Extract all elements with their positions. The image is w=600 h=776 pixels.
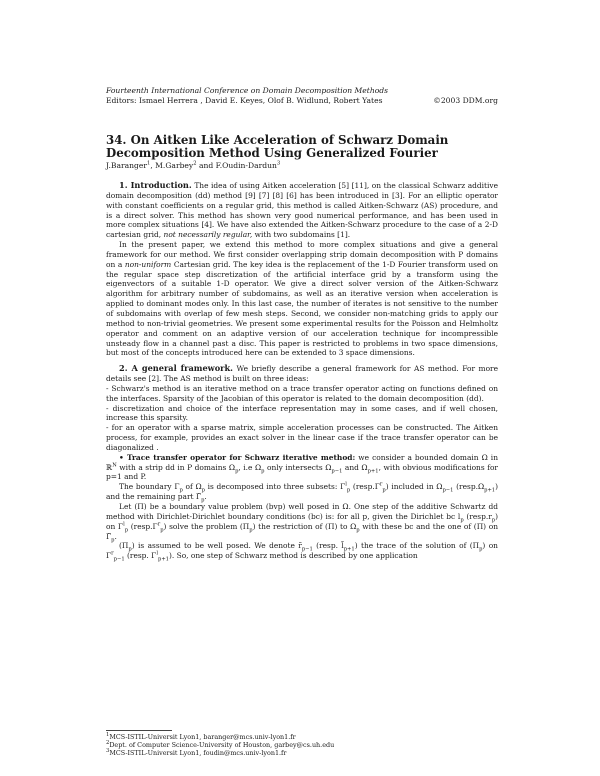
bd-6: (resp.Ω: [453, 482, 485, 492]
bvp-paragraph: [106, 502, 499, 544]
bd-2: of Ω: [182, 482, 202, 492]
footnote-3: [106, 749, 498, 757]
sup-r: r: [111, 550, 114, 557]
sub-p: p: [261, 468, 265, 475]
sub-p: p: [382, 487, 386, 494]
sup-r: r: [379, 481, 383, 488]
tt-3: , i.e Ω: [238, 462, 262, 472]
intro-paragraph-1: [106, 181, 498, 240]
sub-pm1: p−1: [442, 487, 454, 494]
bd-7: ) and the remaining part Γ̃: [106, 482, 498, 502]
sub-p: p: [128, 546, 132, 553]
footnote-2: [106, 741, 498, 749]
boundary-paragraph: [106, 482, 498, 502]
let-8: .: [114, 531, 117, 541]
let-1: Let (Π) be a boundary value problem (bvp) well posed in Ω. One step of the additive Schwartz dd method with Dirichlet-Dirichlet boundary conditions (bc) is: for all p, given the Dirichlet bc l: [106, 502, 498, 521]
footnote-3-mark: 3: [106, 747, 110, 754]
schwarz-step-paragraph: [106, 541, 498, 561]
paper-title: 34. On Aitken Like Acceleration of Schwarz Domain Decomposition Method Using Generalized Fourier: [106, 133, 449, 160]
framework-intro: We briefly describe a general framework for AS method. For more details see [2]. The AS method is built on three ideas:: [106, 364, 499, 384]
sub-p: p: [201, 487, 205, 494]
sub-pm1: p−1: [301, 546, 313, 553]
sub-p: p: [124, 527, 129, 534]
footnote-rule: [106, 730, 172, 731]
author-1-mark: 1: [147, 160, 151, 167]
let-4: (resp.Γ: [128, 521, 158, 531]
sup-l: l: [156, 550, 158, 557]
conference-name: Fourteenth International Conference on Domain Decomposition Methods: [106, 86, 389, 95]
sup-r: r: [157, 521, 161, 528]
intro-text-2b: Cartesian grid. The key idea is the replacement of the 1-D Fourier transform used on the regular space step discretization of the artificial interface grid by a transform using the eigenvectors of a suitable 1-D operator. We give a direct solver version of the Aitken-Schwarz algorithm for arbitrary number of subdomains, as well as an iterative version when acceleration is applied to dominant modes only. In this last case, the number of iterates is not sensitive to the number of subdomains with overlap of few mesh steps. Second, we consider non-matching grids to apply our method to non-trivial geometries. We present some experimental results for the Poisson and Helmholtz operator and comment on an adaptive version of our acceleration technique for incompressible unsteady flow in a channel past a disc. This paper is restricted to problems in two space dimensions, but most of the concepts introduced here can be extended to 3 space dimensions.: [106, 259, 498, 358]
editors-line: [106, 96, 498, 106]
bd-8: .: [204, 492, 207, 502]
sub-pp1: p+1: [367, 468, 379, 475]
sub-p: p: [111, 537, 115, 544]
sub-p: p: [346, 487, 351, 494]
author-3: F.Oudin-Dardun: [215, 161, 277, 170]
sub-p: p: [179, 487, 183, 494]
sup-l: l: [345, 481, 347, 488]
section-heading-introduction: 1. Introduction.: [119, 180, 192, 190]
author-3-mark: 3: [276, 160, 281, 167]
trace-transfer-paragraph: [106, 453, 498, 483]
last-2: ) is assumed to be well posed. We denote r̃: [131, 541, 302, 551]
intro-text-2a: In the present paper, we extend this method to more complex situations and give a general framework for our method. We first consider overlapping strip domain decomposition with P domains on a: [106, 240, 498, 269]
sub-p: p: [160, 527, 164, 534]
last-4: ) the trace of the solution of (Π: [354, 541, 480, 551]
bd-3: is decomposed into three subsets: Γ: [204, 482, 346, 492]
sub-p: p: [460, 517, 464, 524]
bd-1: The boundary Γ: [119, 482, 180, 492]
author-2: M.Garbey: [155, 161, 194, 170]
conference-header: [106, 86, 498, 96]
let-5: ) solve the problem (Π: [163, 521, 250, 531]
sub-p: p: [479, 546, 483, 553]
sub-pm1: p−1: [113, 556, 125, 563]
last-5: ) on Γ: [106, 541, 498, 561]
tt-5: and Ω: [342, 462, 368, 472]
let-6: ) the restriction of (Π) to Ω: [252, 521, 357, 531]
tt-dim: N: [112, 462, 117, 469]
framework-paragraph: [106, 364, 498, 384]
author-list: [106, 161, 506, 171]
sup-l: l: [123, 521, 125, 528]
section-heading-framework: 2. A general framework.: [119, 363, 234, 374]
framework-idea-3: - for an operator with a sparse matrix, simple acceleration processes can be constructed. The Aitken process, for example, provides an exact solver in the linear case if the trace transfer operator can be diagonalized .: [106, 423, 498, 452]
let-3: ) on Γ: [106, 511, 498, 531]
intro-emphasis-2: non-uniform: [124, 259, 172, 269]
footnote-2-mark: 2: [106, 739, 110, 746]
tt-2: with a strip dd in P domains Ω: [116, 462, 236, 472]
sub-p: p: [491, 517, 496, 524]
author-and: and: [196, 161, 216, 170]
sub-pp1: p+1: [343, 546, 355, 553]
framework-idea-1: - Schwarz's method is an iterative method on a trace transfer operator acting on functions defined on the interfaces. Sparsity of the Jacobian of this operator is related to the domain decomposition (dd).: [106, 383, 498, 403]
intro-paragraph-2: [106, 240, 498, 358]
sub-pm1: p−1: [331, 468, 343, 475]
trace-transfer-heading: • Trace transfer operator for Schwarz iterative method:: [119, 452, 356, 462]
sub-p: p: [356, 527, 360, 534]
tt-1: we consider a bounded domain Ω in ℝ: [106, 452, 498, 472]
footnote-1-text: MCS-ISTIL-Universit Lyon1, baranger@mcs.univ-lyon1.fr: [109, 733, 296, 741]
intro-text-1: The idea of using Aitken acceleration [5] [11], on the classical Schwarz additive domain decomposition (dd) method [9] [7] [8] [6] has been introduced in [3]. For an elliptic operator with constant coefficients on a regular grid, this method is called Aitken-Schwarz (AS) procedure, and is a direct solver. This method has shown very good numerical performance, and has been used in more complex situations [4]. We have also extended the Aitken-Schwarz procedure to the case of a 2-D cartesian grid,: [106, 181, 498, 240]
let-2: (resp.r: [463, 511, 492, 521]
sub-p: p: [235, 468, 239, 475]
footnote-2-text: Dept. of Computer Science-University of Houston, garbey@cs.uh.edu: [109, 741, 335, 749]
bd-4: (resp.Γ: [350, 482, 380, 492]
bd-5: ) included in Ω: [385, 482, 443, 492]
footnote-3-text: MCS-ISTIL-Universit Lyon1, foudin@mcs.univ-lyon1.fr: [109, 749, 287, 757]
last-1: (Π: [119, 541, 129, 551]
intro-emphasis-1: not necessarily regular,: [163, 230, 253, 240]
author-1: J.Baranger: [106, 161, 148, 170]
body-text: [106, 181, 498, 561]
footnote-1: [106, 733, 498, 741]
last-7: ). So, one step of Schwarz method is described by one application: [168, 551, 418, 561]
intro-text-1-end: with two subdomains [1].: [254, 230, 351, 240]
footnote-1-mark: 1: [106, 731, 110, 738]
sub-pp1: p+1: [484, 487, 496, 494]
tt-6: , with obvious modifications for p=1 and P.: [106, 462, 498, 482]
sub-p: p: [249, 527, 253, 534]
author-sep: ,: [150, 161, 156, 170]
let-7: with these bc and the one of (Π) on Γ̃: [106, 521, 499, 541]
copyright: ©2003 DDM.org: [433, 96, 498, 105]
last-6: (resp. Γ: [124, 551, 157, 561]
tt-4: only intersects Ω: [264, 462, 332, 472]
last-3: (resp. l̃: [312, 541, 344, 551]
sub-p: p: [201, 497, 205, 504]
editors: Editors: Ismael Herrera , David E. Keyes, Olof B. Widlund, Robert Yates: [106, 96, 383, 105]
framework-idea-2: - discretization and choice of the interface representation may in some cases, and if well chosen, increase this sparsity.: [106, 403, 498, 423]
author-2-mark: 2: [193, 160, 197, 167]
sub-pp1: p+1: [158, 556, 169, 563]
